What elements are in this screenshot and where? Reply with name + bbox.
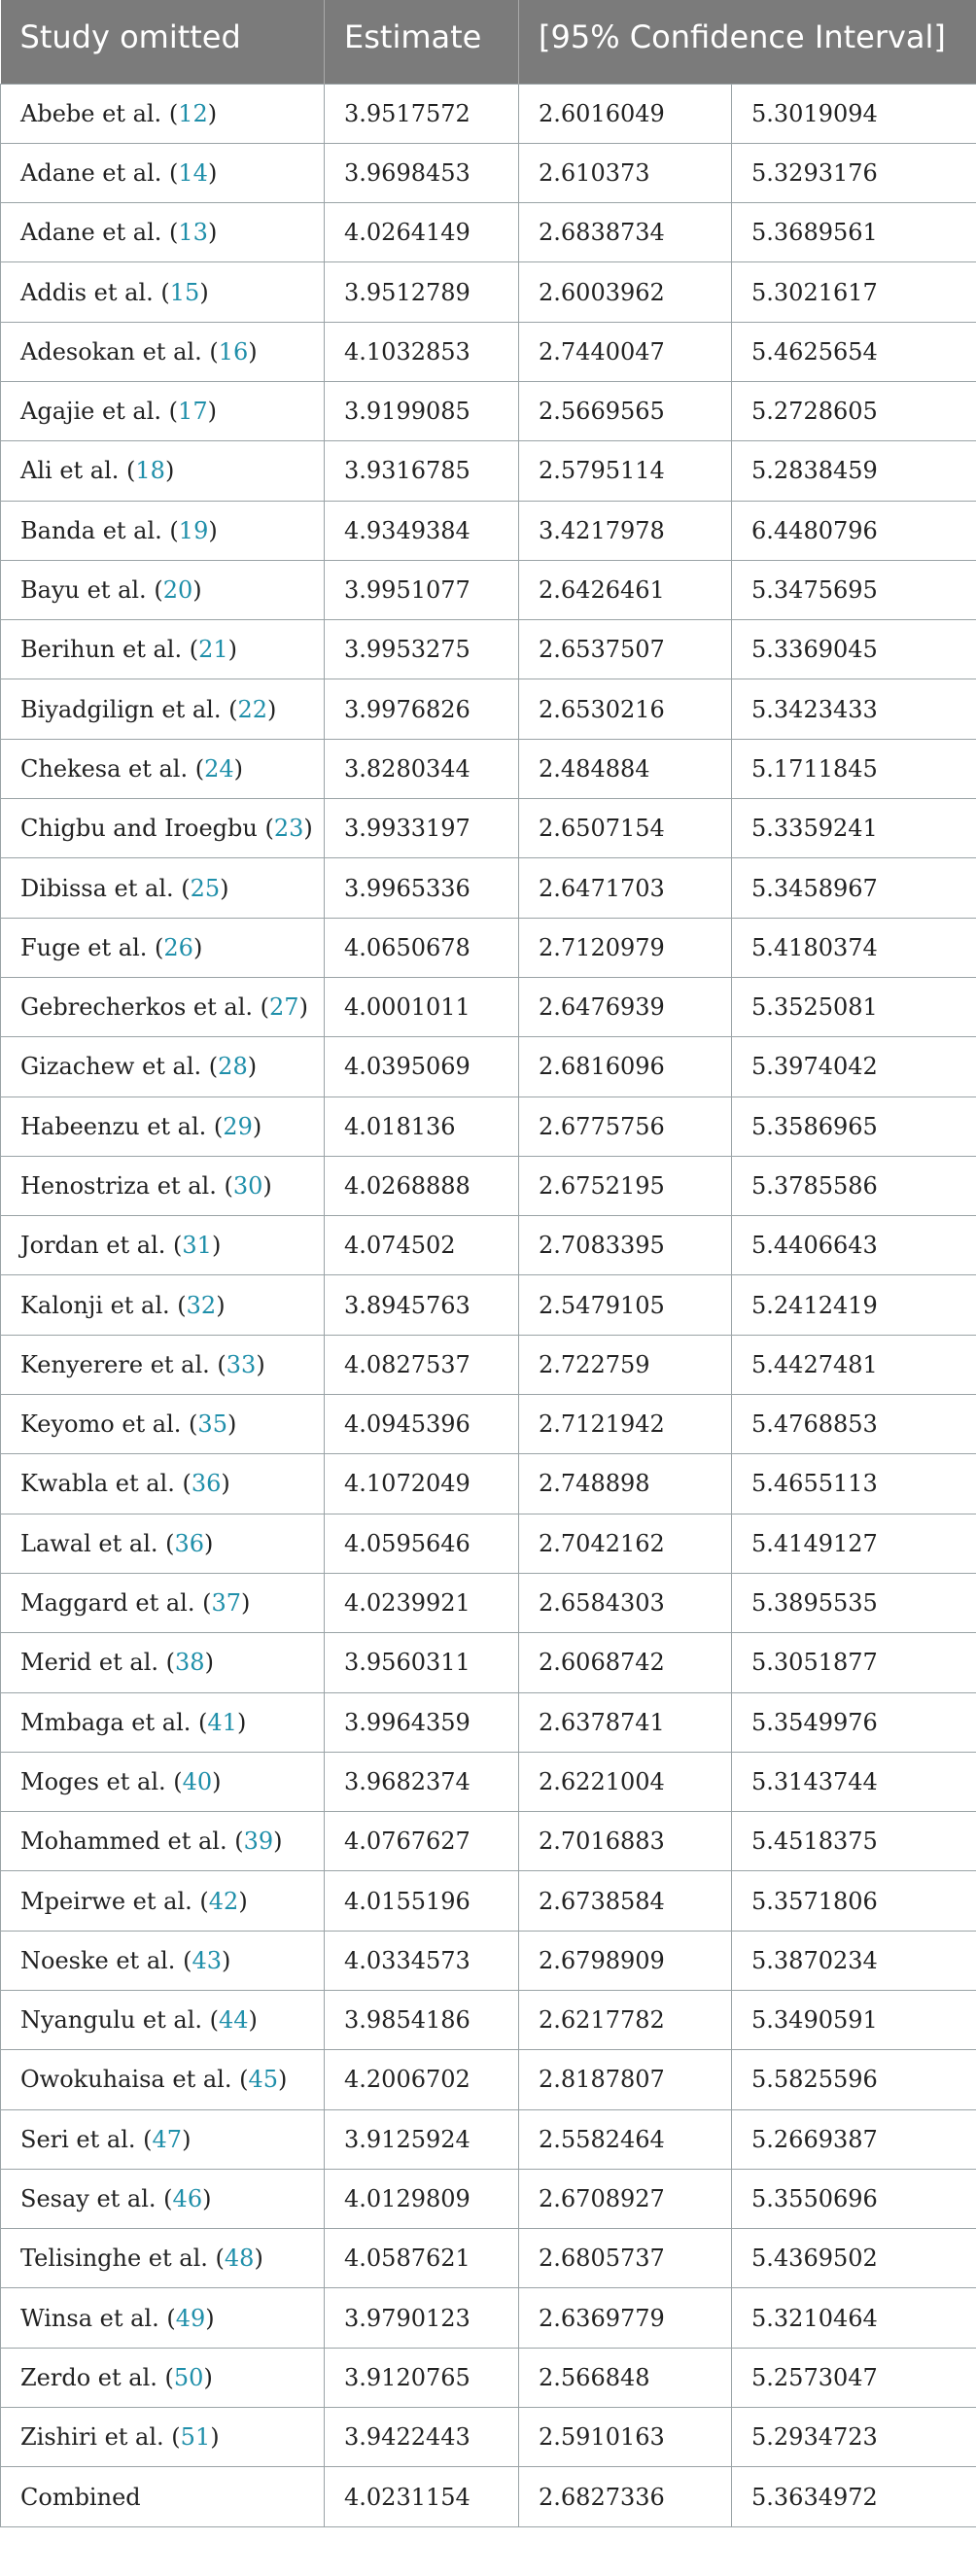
study-name: Jordan et al. <box>20 1232 166 1260</box>
ci-upper-cell: 5.4655113 <box>732 1454 976 1514</box>
reference-link[interactable]: 32 <box>186 1291 217 1319</box>
study-name: Bayu et al. <box>20 576 147 605</box>
estimate-cell: 4.074502 <box>325 1216 519 1275</box>
reference-link[interactable]: 40 <box>182 1767 213 1795</box>
study-name: Lawal et al. <box>20 1529 158 1557</box>
ci-upper-cell: 5.3586965 <box>732 1097 976 1156</box>
reference-link[interactable]: 44 <box>219 2006 249 2035</box>
estimate-cell: 4.0767627 <box>325 1812 519 1871</box>
study-cell: Gizachew et al. (28) <box>1 1037 325 1097</box>
table-row <box>1 441 976 501</box>
estimate-cell: 3.9125924 <box>325 2109 519 2169</box>
study-name: Moges et al. <box>20 1767 166 1795</box>
ci-lower-cell: 2.6369779 <box>519 2288 732 2348</box>
table-row <box>1 1097 976 1156</box>
ci-upper-cell: 5.2838459 <box>732 441 976 501</box>
study-name: Gebrecherkos et al. <box>20 993 254 1022</box>
study-name: Gizachew et al. <box>20 1053 202 1081</box>
estimate-cell: 3.9316785 <box>325 441 519 501</box>
ci-upper-cell: 5.3021617 <box>732 262 976 322</box>
ci-lower-cell: 2.6708927 <box>519 2169 732 2228</box>
ci-upper-cell: 5.3571806 <box>732 1871 976 1931</box>
table-row <box>1 918 976 977</box>
table-row <box>1 1275 976 1335</box>
reference-link[interactable]: 51 <box>180 2423 211 2452</box>
estimate-cell: 3.9698453 <box>325 143 519 202</box>
study-name: Mmbaga et al. <box>20 1708 192 1736</box>
table-body <box>1 84 976 2526</box>
table-row <box>1 1156 976 1215</box>
estimate-cell: 4.0945396 <box>325 1395 519 1454</box>
reference-link[interactable]: 46 <box>172 2185 203 2213</box>
table-row <box>1 2348 976 2407</box>
ci-lower-cell: 2.6016049 <box>519 84 732 143</box>
ci-lower-cell: 2.6838734 <box>519 203 732 262</box>
ci-upper-cell: 5.4518375 <box>732 1812 976 1871</box>
study-cell: Nyangulu et al. (44) <box>1 1991 325 2050</box>
study-name: Ali et al. <box>20 457 120 485</box>
table-row <box>1 2408 976 2467</box>
study-cell: Sesay et al. (46) <box>1 2169 325 2228</box>
study-name: Chigbu and Iroegbu <box>20 815 258 843</box>
table-row <box>1 560 976 619</box>
reference-link[interactable]: 21 <box>198 636 228 664</box>
header-study-omitted: Study omitted <box>1 0 325 84</box>
ci-upper-cell: 5.4149127 <box>732 1514 976 1573</box>
study-cell: Lawal et al. (36) <box>1 1514 325 1573</box>
study-name: Telisinghe et al. <box>20 2245 208 2273</box>
study-name: Adane et al. <box>20 158 162 187</box>
ci-upper-cell: 5.3458967 <box>732 858 976 918</box>
study-cell: Jordan et al. (31) <box>1 1216 325 1275</box>
study-name: Habeenzu et al. <box>20 1112 207 1140</box>
study-cell: Owokuhaisa et al. (45) <box>1 2050 325 2109</box>
ci-lower-cell: 2.6752195 <box>519 1156 732 1215</box>
table-row <box>1 1812 976 1871</box>
reference-link[interactable]: 26 <box>163 933 193 961</box>
study-name: Merid et al. <box>20 1649 159 1677</box>
ci-lower-cell: 2.6530216 <box>519 679 732 739</box>
study-name: Mpeirwe et al. <box>20 1887 192 1915</box>
ci-upper-cell: 5.2412419 <box>732 1275 976 1335</box>
estimate-cell: 4.0239921 <box>325 1573 519 1632</box>
study-cell: Kalonji et al. (32) <box>1 1275 325 1335</box>
ci-upper-cell: 5.3870234 <box>732 1931 976 1990</box>
ci-lower-cell: 2.6426461 <box>519 560 732 619</box>
table-row <box>1 679 976 739</box>
study-name: Banda et al. <box>20 516 162 544</box>
study-name: Abebe et al. <box>20 99 162 127</box>
ci-upper-cell: 5.3369045 <box>732 620 976 679</box>
study-name: Keyomo et al. <box>20 1410 182 1439</box>
study-name: Zishiri et al. <box>20 2423 164 2452</box>
estimate-cell: 4.0587621 <box>325 2229 519 2288</box>
table-row <box>1 1037 976 1097</box>
table-row <box>1 1514 976 1573</box>
reference-link[interactable]: 33 <box>226 1350 257 1378</box>
ci-upper-cell: 5.3550696 <box>732 2169 976 2228</box>
study-cell: Telisinghe et al. (48) <box>1 2229 325 2288</box>
study-cell <box>1 2467 325 2526</box>
estimate-cell: 3.9854186 <box>325 1991 519 2050</box>
estimate-cell: 3.8280344 <box>325 739 519 798</box>
reference-link[interactable]: 48 <box>224 2245 255 2273</box>
study-name: Kalonji et al. <box>20 1291 170 1319</box>
ci-upper-cell: 5.3895535 <box>732 1573 976 1632</box>
ci-upper-cell: 5.1711845 <box>732 739 976 798</box>
table-row <box>1 381 976 440</box>
study-cell: Zerdo et al. (50) <box>1 2348 325 2407</box>
table-row <box>1 799 976 858</box>
reference-link[interactable]: 31 <box>182 1232 212 1260</box>
ci-lower-cell: 2.6584303 <box>519 1573 732 1632</box>
reference-link[interactable]: 28 <box>218 1053 248 1081</box>
table-row <box>1 1931 976 1990</box>
table-row <box>1 2109 976 2169</box>
reference-link[interactable]: 23 <box>273 815 304 843</box>
study-cell: Dibissa et al. (25) <box>1 858 325 918</box>
estimate-cell: 4.0231154 <box>325 2467 519 2526</box>
study-cell: Noeske et al. (43) <box>1 1931 325 1990</box>
study-name: Maggard et al. <box>20 1589 195 1618</box>
ci-lower-cell: 2.610373 <box>519 143 732 202</box>
reference-link[interactable]: 47 <box>152 2125 183 2153</box>
study-name: Nyangulu et al. <box>20 2006 202 2035</box>
ci-lower-cell: 2.748898 <box>519 1454 732 1514</box>
ci-lower-cell: 2.7121942 <box>519 1395 732 1454</box>
study-cell: Kwabla et al. (36) <box>1 1454 325 1514</box>
study-name: Dibissa et al. <box>20 874 174 902</box>
ci-lower-cell: 2.6378741 <box>519 1692 732 1752</box>
reference-link[interactable]: 50 <box>173 2363 204 2391</box>
ci-upper-cell: 6.4480796 <box>732 501 976 560</box>
ci-lower-cell: 2.7440047 <box>519 322 732 381</box>
reference-link[interactable]: 35 <box>197 1410 227 1439</box>
table-row <box>1 1871 976 1931</box>
reference-link[interactable]: 20 <box>162 576 193 605</box>
ci-lower-cell: 2.7042162 <box>519 1514 732 1573</box>
table-row <box>1 2288 976 2348</box>
ci-upper-cell: 5.3785586 <box>732 1156 976 1215</box>
study-cell: Moges et al. (40) <box>1 1752 325 1811</box>
study-cell: Gebrecherkos et al. (27) <box>1 977 325 1036</box>
ci-upper-cell: 5.2573047 <box>732 2348 976 2407</box>
table-header <box>1 0 976 84</box>
table-row <box>1 1335 976 1394</box>
ci-lower-cell: 2.6507154 <box>519 799 732 858</box>
study-cell: Mmbaga et al. (41) <box>1 1692 325 1752</box>
estimate-cell: 3.8945763 <box>325 1275 519 1335</box>
study-cell: Kenyerere et al. (33) <box>1 1335 325 1394</box>
study-cell: Banda et al. (19) <box>1 501 325 560</box>
reference-link[interactable]: 49 <box>175 2304 206 2332</box>
study-cell: Mpeirwe et al. (42) <box>1 1871 325 1931</box>
estimate-cell: 3.9512789 <box>325 262 519 322</box>
estimate-cell: 4.1032853 <box>325 322 519 381</box>
estimate-cell: 3.9964359 <box>325 1692 519 1752</box>
ci-lower-cell: 2.6221004 <box>519 1752 732 1811</box>
estimate-cell: 4.0334573 <box>325 1931 519 1990</box>
estimate-cell: 4.2006702 <box>325 2050 519 2109</box>
estimate-cell: 3.9422443 <box>325 2408 519 2467</box>
estimate-cell: 3.9199085 <box>325 381 519 440</box>
ci-upper-cell: 5.3051877 <box>732 1633 976 1692</box>
table-row <box>1 2169 976 2228</box>
ci-upper-cell: 5.3689561 <box>732 203 976 262</box>
estimate-cell: 4.0001011 <box>325 977 519 1036</box>
ci-lower-cell: 2.7016883 <box>519 1812 732 1871</box>
reference-link[interactable]: 38 <box>175 1649 205 1677</box>
study-name: Seri et al. <box>20 2125 136 2153</box>
header-confidence-interval: [95% Confidence Interval] <box>519 0 976 84</box>
study-cell: Fuge et al. (26) <box>1 918 325 977</box>
ci-lower-cell: 2.5795114 <box>519 441 732 501</box>
table-row <box>1 84 976 143</box>
ci-upper-cell: 5.3525081 <box>732 977 976 1036</box>
study-name: Adane et al. <box>20 219 162 247</box>
estimate-cell: 3.9976826 <box>325 679 519 739</box>
table-row <box>1 1216 976 1275</box>
table-row <box>1 977 976 1036</box>
ci-upper-cell: 5.4625654 <box>732 322 976 381</box>
table-row <box>1 1573 976 1632</box>
table-row <box>1 2467 976 2526</box>
estimate-cell: 3.9933197 <box>325 799 519 858</box>
ci-lower-cell: 2.5582464 <box>519 2109 732 2169</box>
ci-lower-cell: 2.5910163 <box>519 2408 732 2467</box>
ci-upper-cell: 5.3210464 <box>732 2288 976 2348</box>
reference-link[interactable]: 30 <box>232 1171 263 1200</box>
estimate-cell: 4.0395069 <box>325 1037 519 1097</box>
ci-upper-cell: 5.2934723 <box>732 2408 976 2467</box>
study-cell: Biyadgilign et al. (22) <box>1 679 325 739</box>
study-cell: Winsa et al. (49) <box>1 2288 325 2348</box>
ci-upper-cell: 5.3019094 <box>732 84 976 143</box>
study-cell: Adesokan et al. (16) <box>1 322 325 381</box>
ci-lower-cell: 2.7120979 <box>519 918 732 977</box>
ci-upper-cell: 5.2669387 <box>732 2109 976 2169</box>
estimate-cell: 3.9560311 <box>325 1633 519 1692</box>
estimate-cell: 3.9953275 <box>325 620 519 679</box>
table-row <box>1 2229 976 2288</box>
table-row <box>1 143 976 202</box>
estimate-cell: 4.1072049 <box>325 1454 519 1514</box>
ci-upper-cell: 5.3549976 <box>732 1692 976 1752</box>
table-row <box>1 858 976 918</box>
study-cell: Keyomo et al. (35) <box>1 1395 325 1454</box>
ci-upper-cell: 5.3490591 <box>732 1991 976 2050</box>
study-name: Biyadgilign et al. <box>20 695 222 723</box>
estimate-cell: 3.9120765 <box>325 2348 519 2407</box>
study-cell: Merid et al. (38) <box>1 1633 325 1692</box>
estimate-cell: 4.0268888 <box>325 1156 519 1215</box>
ci-upper-cell: 5.2728605 <box>732 381 976 440</box>
study-name: Winsa et al. <box>20 2304 159 2332</box>
ci-lower-cell: 2.484884 <box>519 739 732 798</box>
table-row <box>1 203 976 262</box>
estimate-cell: 4.0827537 <box>325 1335 519 1394</box>
reference-link[interactable]: 12 <box>178 99 208 127</box>
ci-lower-cell: 2.6798909 <box>519 1931 732 1990</box>
study-name: Kwabla et al. <box>20 1470 175 1498</box>
reference-link[interactable]: 15 <box>169 278 200 306</box>
ci-upper-cell: 5.5825596 <box>732 2050 976 2109</box>
table-row <box>1 262 976 322</box>
study-cell: Adane et al. (13) <box>1 203 325 262</box>
study-cell: Abebe et al. (12) <box>1 84 325 143</box>
ci-upper-cell: 5.4406643 <box>732 1216 976 1275</box>
ci-lower-cell: 2.6476939 <box>519 977 732 1036</box>
study-name: Noeske et al. <box>20 1946 176 1974</box>
table-row <box>1 1395 976 1454</box>
ci-upper-cell: 5.4427481 <box>732 1335 976 1394</box>
study-cell: Ali et al. (18) <box>1 441 325 501</box>
reference-link[interactable]: 22 <box>237 695 268 723</box>
table-row <box>1 2050 976 2109</box>
study-cell: Adane et al. (14) <box>1 143 325 202</box>
reference-link[interactable]: 25 <box>190 874 221 902</box>
study-name: Adesokan et al. <box>20 337 202 366</box>
ci-upper-cell: 5.3359241 <box>732 799 976 858</box>
study-name: Fuge et al. <box>20 933 148 961</box>
estimate-cell: 4.0264149 <box>325 203 519 262</box>
reference-link[interactable]: 16 <box>218 337 249 366</box>
table-row <box>1 739 976 798</box>
study-cell: Maggard et al. (37) <box>1 1573 325 1632</box>
ci-lower-cell: 2.8187807 <box>519 2050 732 2109</box>
study-name: Sesay et al. <box>20 2185 157 2213</box>
ci-lower-cell: 2.6217782 <box>519 1991 732 2050</box>
estimate-cell: 3.9951077 <box>325 560 519 619</box>
reference-link[interactable]: 36 <box>191 1470 222 1498</box>
reference-link[interactable]: 24 <box>204 754 234 783</box>
reference-link[interactable]: 45 <box>248 2066 278 2094</box>
estimate-cell: 4.0129809 <box>325 2169 519 2228</box>
ci-upper-cell: 5.4369502 <box>732 2229 976 2288</box>
ci-lower-cell: 2.722759 <box>519 1335 732 1394</box>
study-name: Berihun et al. <box>20 636 183 664</box>
ci-lower-cell: 2.6775756 <box>519 1097 732 1156</box>
reference-link[interactable]: 29 <box>223 1112 253 1140</box>
reference-link[interactable]: 18 <box>135 457 165 485</box>
ci-upper-cell: 5.3634972 <box>732 2467 976 2526</box>
ci-lower-cell: 2.6537507 <box>519 620 732 679</box>
study-cell: Henostriza et al. (30) <box>1 1156 325 1215</box>
estimate-cell: 4.0155196 <box>325 1871 519 1931</box>
study-cell: Mohammed et al. (39) <box>1 1812 325 1871</box>
reference-link[interactable]: 17 <box>178 398 208 426</box>
study-cell: Addis et al. (15) <box>1 262 325 322</box>
table-row <box>1 1752 976 1811</box>
estimate-cell: 4.018136 <box>325 1097 519 1156</box>
ci-upper-cell: 5.3475695 <box>732 560 976 619</box>
study-cell: Chekesa et al. (24) <box>1 739 325 798</box>
reference-link[interactable]: 13 <box>178 219 208 247</box>
ci-lower-cell: 2.6003962 <box>519 262 732 322</box>
ci-upper-cell: 5.3143744 <box>732 1752 976 1811</box>
ci-upper-cell: 5.4768853 <box>732 1395 976 1454</box>
study-name: Zerdo et al. <box>20 2363 157 2391</box>
table-row <box>1 620 976 679</box>
ci-upper-cell: 5.3293176 <box>732 143 976 202</box>
reference-link[interactable]: 42 <box>208 1887 239 1915</box>
reference-link[interactable]: 36 <box>174 1529 205 1557</box>
study-cell: Agajie et al. (17) <box>1 381 325 440</box>
table-row <box>1 1692 976 1752</box>
ci-upper-cell: 5.4180374 <box>732 918 976 977</box>
estimate-cell: 3.9682374 <box>325 1752 519 1811</box>
reference-link[interactable]: 43 <box>192 1946 222 1974</box>
study-name: Combined <box>20 2483 141 2511</box>
ci-lower-cell: 2.6816096 <box>519 1037 732 1097</box>
table-row <box>1 1633 976 1692</box>
ci-lower-cell: 2.5479105 <box>519 1275 732 1335</box>
reference-link[interactable]: 37 <box>211 1589 242 1618</box>
reference-link[interactable]: 41 <box>207 1708 237 1736</box>
ci-lower-cell: 2.7083395 <box>519 1216 732 1275</box>
ci-upper-cell: 5.3974042 <box>732 1037 976 1097</box>
study-name: Agajie et al. <box>20 398 162 426</box>
study-name: Kenyerere et al. <box>20 1350 210 1378</box>
study-name: Mohammed et al. <box>20 1828 227 1856</box>
estimate-cell: 3.9965336 <box>325 858 519 918</box>
study-name: Chekesa et al. <box>20 754 189 783</box>
ci-lower-cell: 2.5669565 <box>519 381 732 440</box>
estimate-cell: 4.0595646 <box>325 1514 519 1573</box>
study-cell: Seri et al. (47) <box>1 2109 325 2169</box>
reference-link[interactable]: 14 <box>178 158 208 187</box>
study-cell: Habeenzu et al. (29) <box>1 1097 325 1156</box>
study-name: Addis et al. <box>20 278 154 306</box>
estimate-cell: 4.0650678 <box>325 918 519 977</box>
estimate-cell: 4.9349384 <box>325 501 519 560</box>
ci-lower-cell: 2.6471703 <box>519 858 732 918</box>
table-row <box>1 1454 976 1514</box>
ci-lower-cell: 2.6805737 <box>519 2229 732 2288</box>
estimate-cell: 3.9517572 <box>325 84 519 143</box>
study-cell: Zishiri et al. (51) <box>1 2408 325 2467</box>
ci-lower-cell: 2.6827336 <box>519 2467 732 2526</box>
table-row <box>1 501 976 560</box>
table-row <box>1 322 976 381</box>
reference-link[interactable]: 19 <box>178 516 209 544</box>
study-cell: Chigbu and Iroegbu (23) <box>1 799 325 858</box>
ci-lower-cell: 2.6738584 <box>519 1871 732 1931</box>
ci-lower-cell: 3.4217978 <box>519 501 732 560</box>
study-cell: Berihun et al. (21) <box>1 620 325 679</box>
study-name: Henostriza et al. <box>20 1171 217 1200</box>
ci-upper-cell: 5.3423433 <box>732 679 976 739</box>
reference-link[interactable]: 27 <box>269 993 299 1022</box>
study-cell: Bayu et al. (20) <box>1 560 325 619</box>
header-row <box>1 0 976 84</box>
table-row <box>1 1991 976 2050</box>
header-estimate: Estimate <box>325 0 519 84</box>
ci-lower-cell: 2.566848 <box>519 2348 732 2407</box>
study-name: Owokuhaisa et al. <box>20 2066 232 2094</box>
reference-link[interactable]: 39 <box>243 1828 274 1856</box>
ci-lower-cell: 2.6068742 <box>519 1633 732 1692</box>
estimate-cell: 3.9790123 <box>325 2288 519 2348</box>
